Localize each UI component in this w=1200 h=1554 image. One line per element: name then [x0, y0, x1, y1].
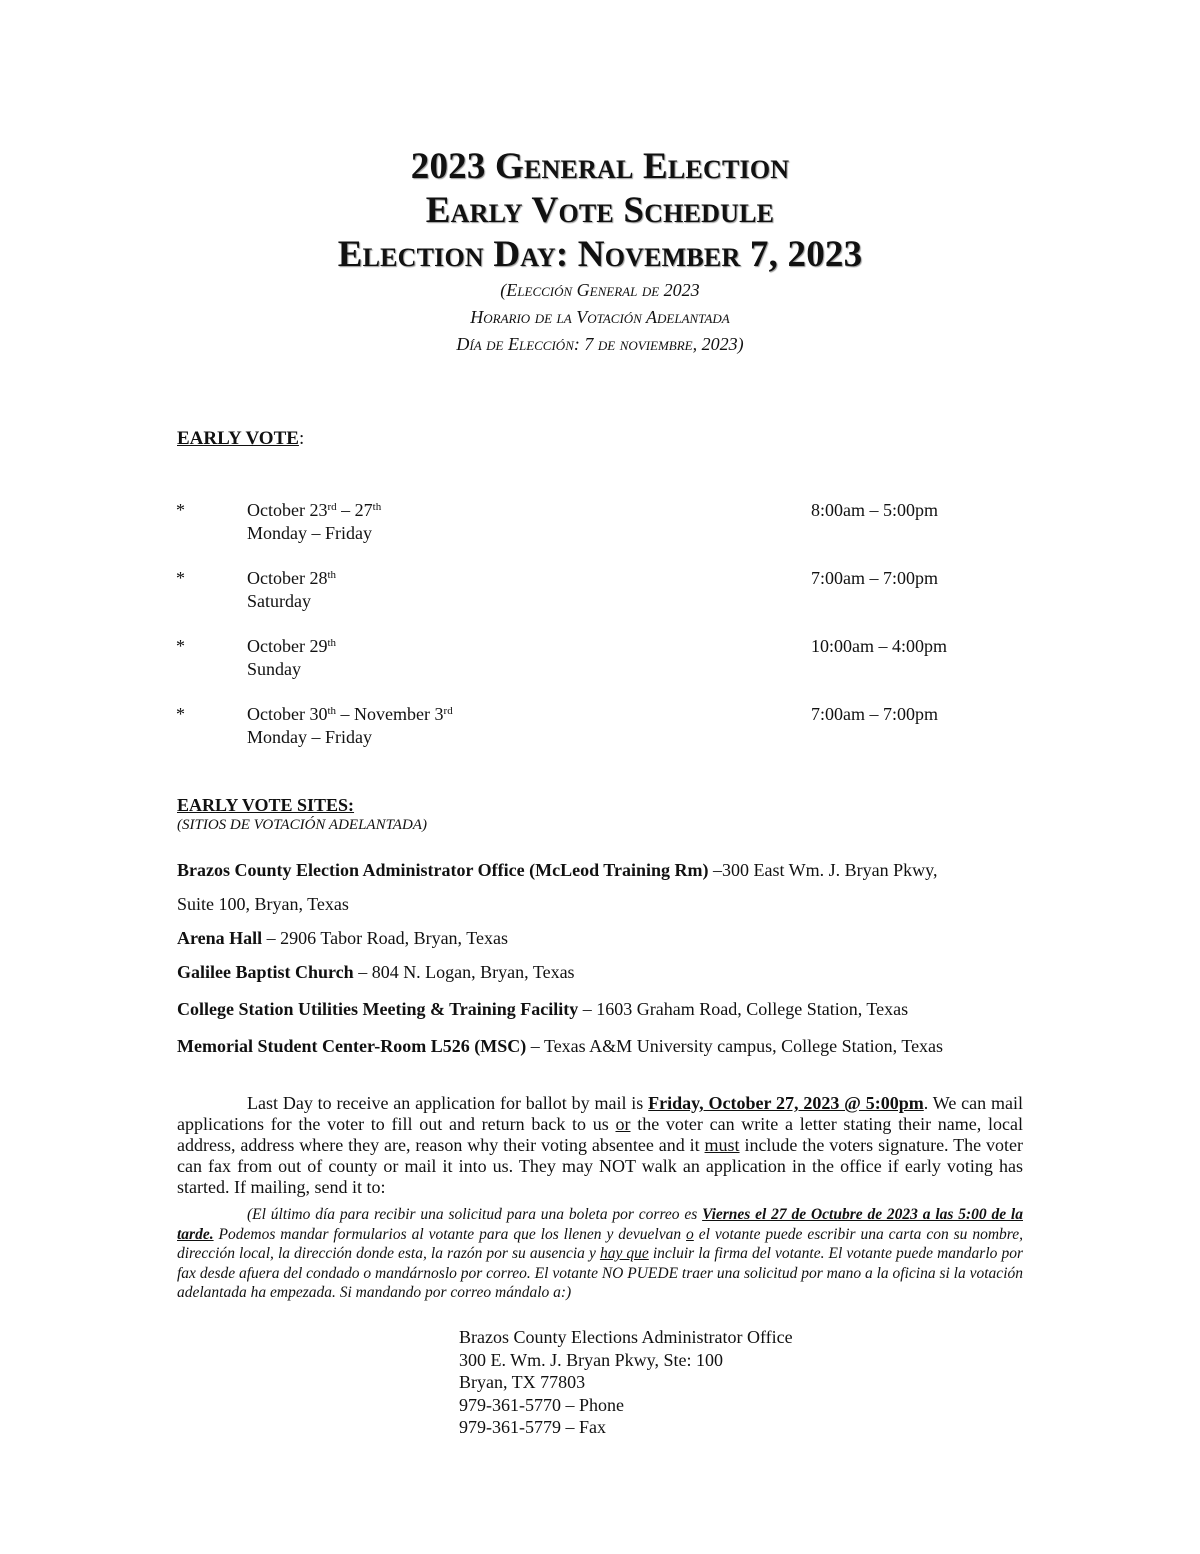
spanish-title-line-3: Día de Elección: 7 de noviembre, 2023) [456, 334, 744, 354]
office-address-block [459, 1326, 793, 1439]
mail-ballot-paragraph-spanish: (El último día para recibir una solicitud para una boleta por correo es Viernes el 27 de Octubre de 2023 a las 5:00 de la tarde. Podemos mandar formularios al votante para que los llenen y devuelvan o el votante puede escribir una carta con su nombre, dirección local, la dirección donde esta, la razón por su ausencia y hay que incluir la firma del votante. El votante puede mandarlo por fax desde afuera del condado o mandárnoslo por correo. El votante NO PUEDE traer una solicitud por mano a la oficina si la votación adelantada ha empezada. Si mandando por correo mándalo a:) [177, 1206, 1024, 1301]
title-line-2: Early Vote Schedule [425, 190, 775, 231]
site-item: College Station Utilities Meeting & Training Facility – 1603 Graham Road, College Station, Texas [177, 999, 909, 1019]
mail-deadline-spanish: Viernes el 27 de Octubre de 2023 a las 5:00 de la tarde. [177, 1206, 1023, 1243]
spanish-title-line-1: (Elección General de 2023 [500, 280, 700, 300]
site-item: Arena Hall – 2906 Tabor Road, Bryan, Texas [177, 928, 508, 948]
schedule-days: Monday – Friday [247, 727, 372, 747]
bullet: * [176, 704, 185, 724]
title-line-3: Election Day: November 7, 2023 [337, 234, 863, 275]
title-line-1: 2023 General Election [410, 146, 790, 187]
bullet: * [176, 636, 185, 656]
title-block [0, 145, 1200, 358]
schedule-hours: 7:00am – 7:00pm [811, 568, 938, 588]
schedule-dates: October 30th – November 3rd Monday – Friday [247, 704, 453, 747]
schedule-hours: 8:00am – 5:00pm [811, 500, 938, 520]
office-fax: 979-361-5779 – Fax [459, 1417, 606, 1437]
schedule-hours: 7:00am – 7:00pm [811, 704, 938, 724]
site-item: Memorial Student Center-Room L526 (MSC) – Texas A&M University campus, College Station, Texas [177, 1036, 944, 1056]
site-item: Brazos County Election Administrator Office (McLeod Training Rm) –300 East Wm. J. Bryan Pkwy, [177, 860, 938, 880]
office-phone: 979-361-5770 – Phone [459, 1394, 624, 1415]
spanish-title-line-2: Horario de la Votación Adelantada [470, 307, 730, 327]
schedule-dates: October 29th Sunday [247, 636, 337, 679]
early-vote-sites-subheading: (SITIOS DE VOTACIÓN ADELANTADA) [177, 817, 427, 833]
office-city: Bryan, TX 77803 [459, 1372, 586, 1392]
mail-deadline: Friday, October 27, 2023 @ 5:00pm [648, 1093, 924, 1113]
office-name: Brazos County Elections Administrator Office [459, 1327, 793, 1347]
site-item-address-cont: Suite 100, Bryan, Texas [177, 894, 349, 914]
early-vote-heading-text: EARLY VOTE [177, 428, 299, 449]
bullet: * [176, 568, 185, 588]
schedule-days: Monday – Friday [247, 523, 372, 543]
bullet: * [176, 500, 185, 520]
site-item: Galilee Baptist Church – 804 N. Logan, Bryan, Texas [177, 962, 575, 982]
early-vote-heading-colon: : [298, 428, 305, 449]
early-vote-sites-heading: EARLY VOTE SITES: [177, 795, 355, 815]
office-street: 300 E. Wm. J. Bryan Pkwy, Ste: 100 [459, 1349, 723, 1370]
schedule-dates: October 28th Saturday [247, 568, 337, 611]
schedule-days: Saturday [247, 591, 311, 611]
schedule-dates: October 23rd – 27th Monday – Friday [247, 500, 382, 543]
schedule-days: Sunday [247, 659, 301, 679]
schedule-hours: 10:00am – 4:00pm [811, 636, 947, 656]
early-vote-heading [177, 428, 304, 450]
mail-ballot-paragraph: Last Day to receive an application for ballot by mail is Friday, October 27, 2023 @ 5:00pm. We can mail applications for the voter to fill out and return back to us or the voter can write a letter stating their name, local address, address where they are, reason why their voting absentee and it must include the voters signature. The voter can fax from out of county or mail it into us. They may NOT walk an application in the office if early voting has started. If mailing, send it to: [177, 1093, 1023, 1197]
